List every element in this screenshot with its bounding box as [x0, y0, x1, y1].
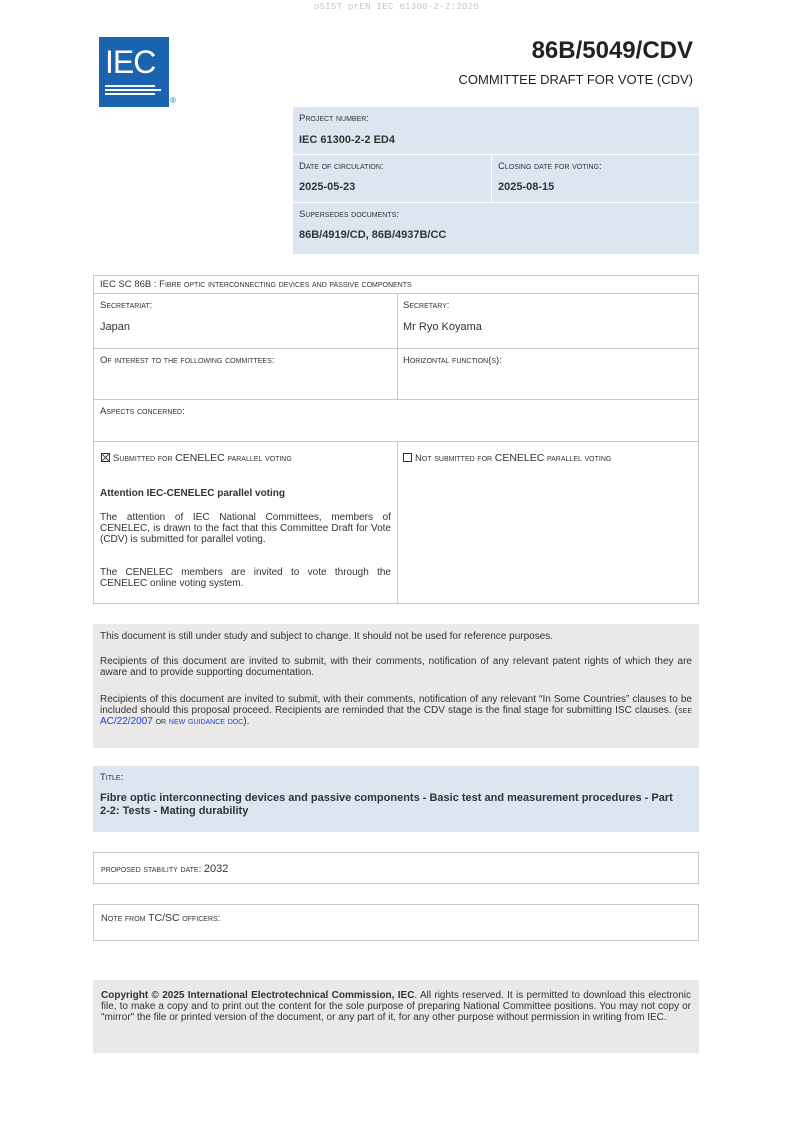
submitted-prefix: Submitted for — [113, 453, 173, 464]
not-submitted-cenelec: CENELEC — [494, 452, 545, 464]
submitted-suffix: parallel voting — [227, 453, 292, 464]
secretariat-value: Japan — [100, 321, 130, 333]
date-of-circulation: 2025-05-23 — [299, 181, 356, 193]
divider — [94, 348, 698, 349]
see-label: see — [677, 705, 692, 716]
checked-checkbox-icon[interactable] — [101, 453, 110, 462]
committee-table — [93, 275, 699, 604]
logo-line — [105, 85, 155, 87]
not-submitted-cenelec-option[interactable] — [403, 452, 611, 464]
attention-paragraph-2: The CENELEC members are invited to vote through the CENELEC online voting system. — [100, 567, 391, 589]
notice-paragraph-3 — [100, 694, 692, 727]
notice-paragraph-3-text: Recipients of this document are invited to submit, with their comments, notification of any relevant “In Some Countries” clauses to be included should this proposal proceed. Recipients are reminded that the CDV stage is the final stage for submitting ISC clauses. ( — [100, 694, 692, 716]
secretary-label: Secretary: — [403, 300, 450, 311]
divider — [94, 441, 698, 442]
copyright-body: . All rights reserved. It is permitted to download this electronic file, to make a copy and to print out the content for the sole purpose of preparing National Committee positions. You may not copy or "mirror" the file or printed version of the document, or any part of it, for any other purpose without permission in writing from IEC. — [101, 990, 691, 1023]
notice-paragraph-3-end: ). — [243, 716, 250, 727]
copyright-text — [101, 990, 691, 1023]
title-box — [93, 766, 699, 832]
closing-date-label: Closing date for voting: — [498, 161, 602, 172]
logo-line — [105, 89, 161, 91]
document-number: 86B/5049/CDV — [531, 37, 693, 64]
interest-label: Of interest to the following committees: — [100, 355, 275, 366]
document-type: COMMITTEE DRAFT FOR VOTE (CDV) — [458, 72, 693, 87]
new-guidance-doc-link[interactable]: new guidance doc — [168, 716, 244, 727]
project-info-block — [293, 107, 699, 254]
aspects-label: Aspects concerned: — [100, 406, 185, 417]
project-number-label: Project number: — [299, 113, 369, 124]
notice-box — [93, 624, 699, 748]
divider — [491, 154, 492, 202]
note-label-tc: TC/SC — [148, 912, 180, 924]
divider — [94, 293, 698, 294]
not-submitted-prefix: Not submitted for — [415, 453, 493, 464]
horizontal-function-label: Horizontal function(s): — [403, 355, 502, 366]
registered-mark: ® — [170, 96, 176, 105]
stability-date-value: 2032 — [203, 863, 229, 875]
logo-line — [105, 93, 155, 95]
committee-title-text: Fibre optic interconnecting devices and passive components — [159, 279, 412, 290]
stability-date-box — [93, 852, 699, 884]
divider — [293, 154, 699, 155]
attention-heading: Attention IEC-CENELEC parallel voting — [100, 488, 286, 499]
project-number: IEC 61300-2-2 ED4 — [299, 134, 395, 146]
secretariat-label: Secretariat: — [100, 300, 153, 311]
note-label — [101, 912, 220, 924]
committee-title — [100, 279, 412, 290]
document-title: Fibre optic interconnecting devices and passive components - Basic test and measurement procedures - Part 2-2: Tests - Mating durability — [100, 792, 673, 817]
watermark: oSIST prEN IEC 61300-2-2:2025 — [313, 2, 480, 12]
divider — [397, 441, 398, 604]
notice-paragraph-1: This document is still under study and subject to change. It should not be used for reference purposes. — [100, 631, 554, 642]
note-box — [93, 904, 699, 941]
divider — [94, 399, 698, 400]
stability-date-label: proposed stability date: — [101, 864, 202, 875]
unchecked-checkbox-icon[interactable] — [403, 453, 412, 462]
supersedes-label: Supersedes documents: — [299, 209, 399, 220]
note-label-suffix: officers: — [182, 913, 221, 924]
copyright-box — [93, 980, 699, 1053]
notice-paragraph-2: Recipients of this document are invited to submit, with their comments, notification of any relevant patent rights of which they are aware and to provide supporting documentation. — [100, 656, 692, 678]
copyright-bold: Copyright © 2025 International Electrotechnical Commission, IEC — [101, 990, 415, 1001]
note-label-prefix: Note from — [101, 913, 146, 924]
attention-paragraph-1: The attention of IEC National Committees, members of CENELEC, is drawn to the fact that this Committee Draft for Vote (CDV) is submitted for parallel voting. — [100, 512, 391, 545]
secretary-value: Mr Ryo Koyama — [403, 321, 482, 333]
submitted-cenelec-option[interactable] — [101, 452, 292, 464]
logo-text: IEC — [105, 44, 156, 80]
supersedes-documents: 86B/4919/CD, 86B/4937B/CC — [299, 229, 447, 241]
date-of-circulation-label: Date of circulation: — [299, 161, 384, 172]
closing-date: 2025-08-15 — [498, 181, 555, 193]
stability-date-row — [101, 863, 228, 875]
committee-title-prefix: IEC SC 86B : — [100, 279, 157, 290]
ac-22-2007-link[interactable]: AC/22/2007 — [100, 716, 153, 727]
divider — [397, 293, 398, 399]
or-label: or — [155, 716, 167, 727]
title-label: Title: — [100, 772, 124, 783]
divider — [293, 202, 699, 203]
iec-logo — [99, 37, 169, 107]
not-submitted-suffix: parallel voting — [546, 453, 612, 464]
submitted-cenelec: CENELEC — [175, 452, 225, 464]
